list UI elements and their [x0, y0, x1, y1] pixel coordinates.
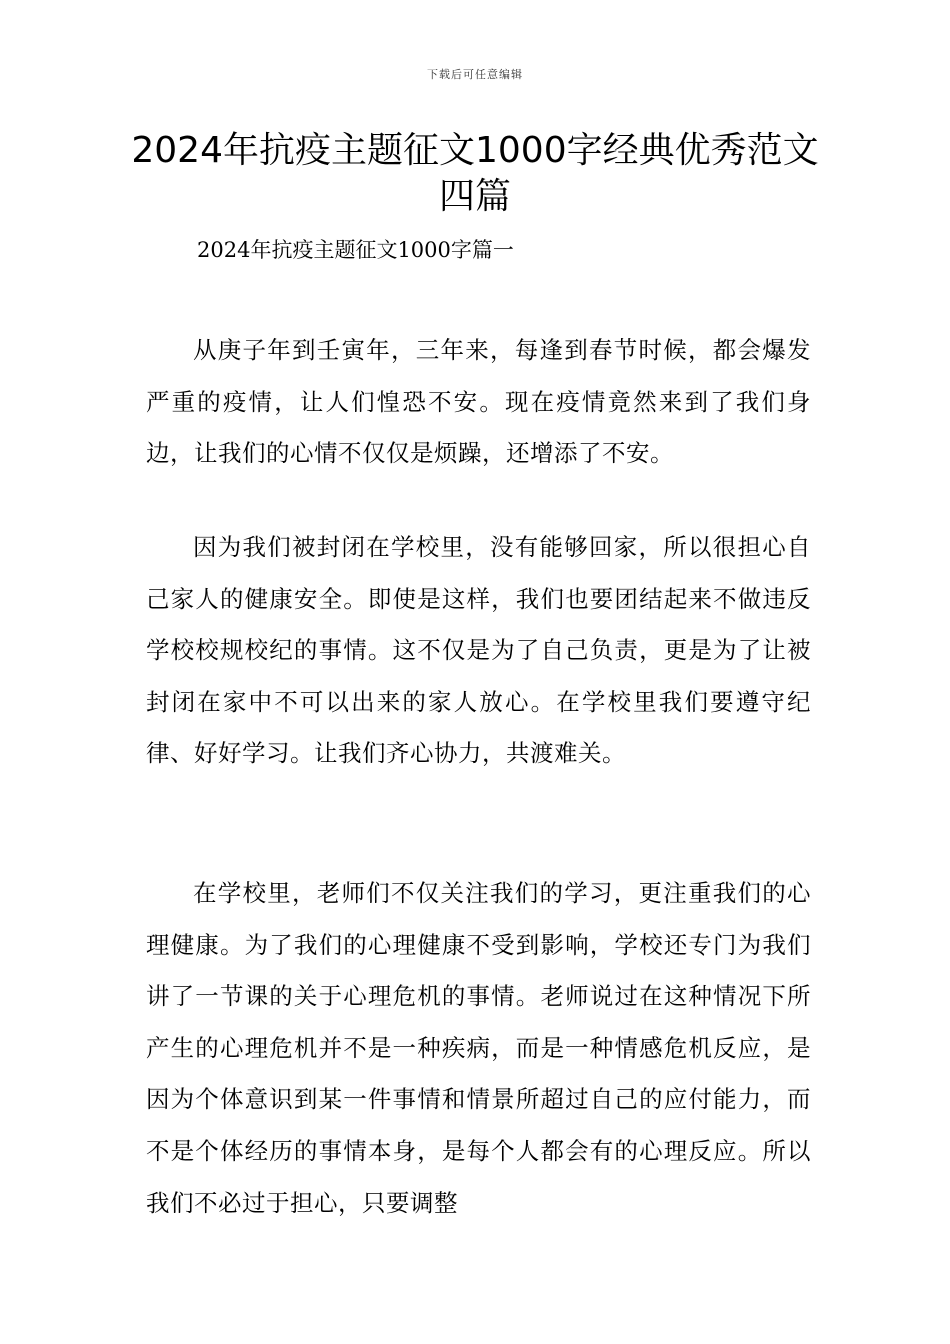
paragraph-2: 因为我们被封闭在学校里，没有能够回家，所以很担心自己家人的健康安全。即使是这样，我们也要团结起来不做违反学校校规校纪的事情。这不仅是为了自己负责，更是为了让被封闭在家中不可以出来的家人放心。在学校里我们要遵守纪律、好好学习。让我们齐心协力，共渡难关。: [146, 533, 811, 768]
title-line-2: 四篇: [438, 176, 511, 217]
title-line-1: 2024年抗疫主题征文1000字经典优秀范文: [131, 130, 819, 171]
paragraph-1: 从庚子年到壬寅年，三年来，每逢到春节时候，都会爆发严重的疫情，让人们惶恐不安。现在疫情竟然来到了我们身边，让我们的心情不仅仅是烦躁，还增添了不安。: [146, 336, 811, 468]
section-heading: 2024年抗疫主题征文1000字篇一: [197, 238, 514, 262]
document-title: [120, 128, 830, 220]
paragraph-3: 在学校里，老师们不仅关注我们的学习，更注重我们的心理健康。为了我们的心理健康不受到影响，学校还专门为我们讲了一节课的关于心理危机的事情。老师说过在这种情况下所产生的心理危机并不是一种疾病，而是一种情感危机反应，是因为个体意识到某一件事情和情景所超过自己的应付能力，而不是个体经历的事情本身，是每个人都会有的心理反应。所以我们不必过于担心，只要调整: [146, 879, 811, 1217]
header-note: 下载后可任意编辑: [427, 68, 523, 81]
